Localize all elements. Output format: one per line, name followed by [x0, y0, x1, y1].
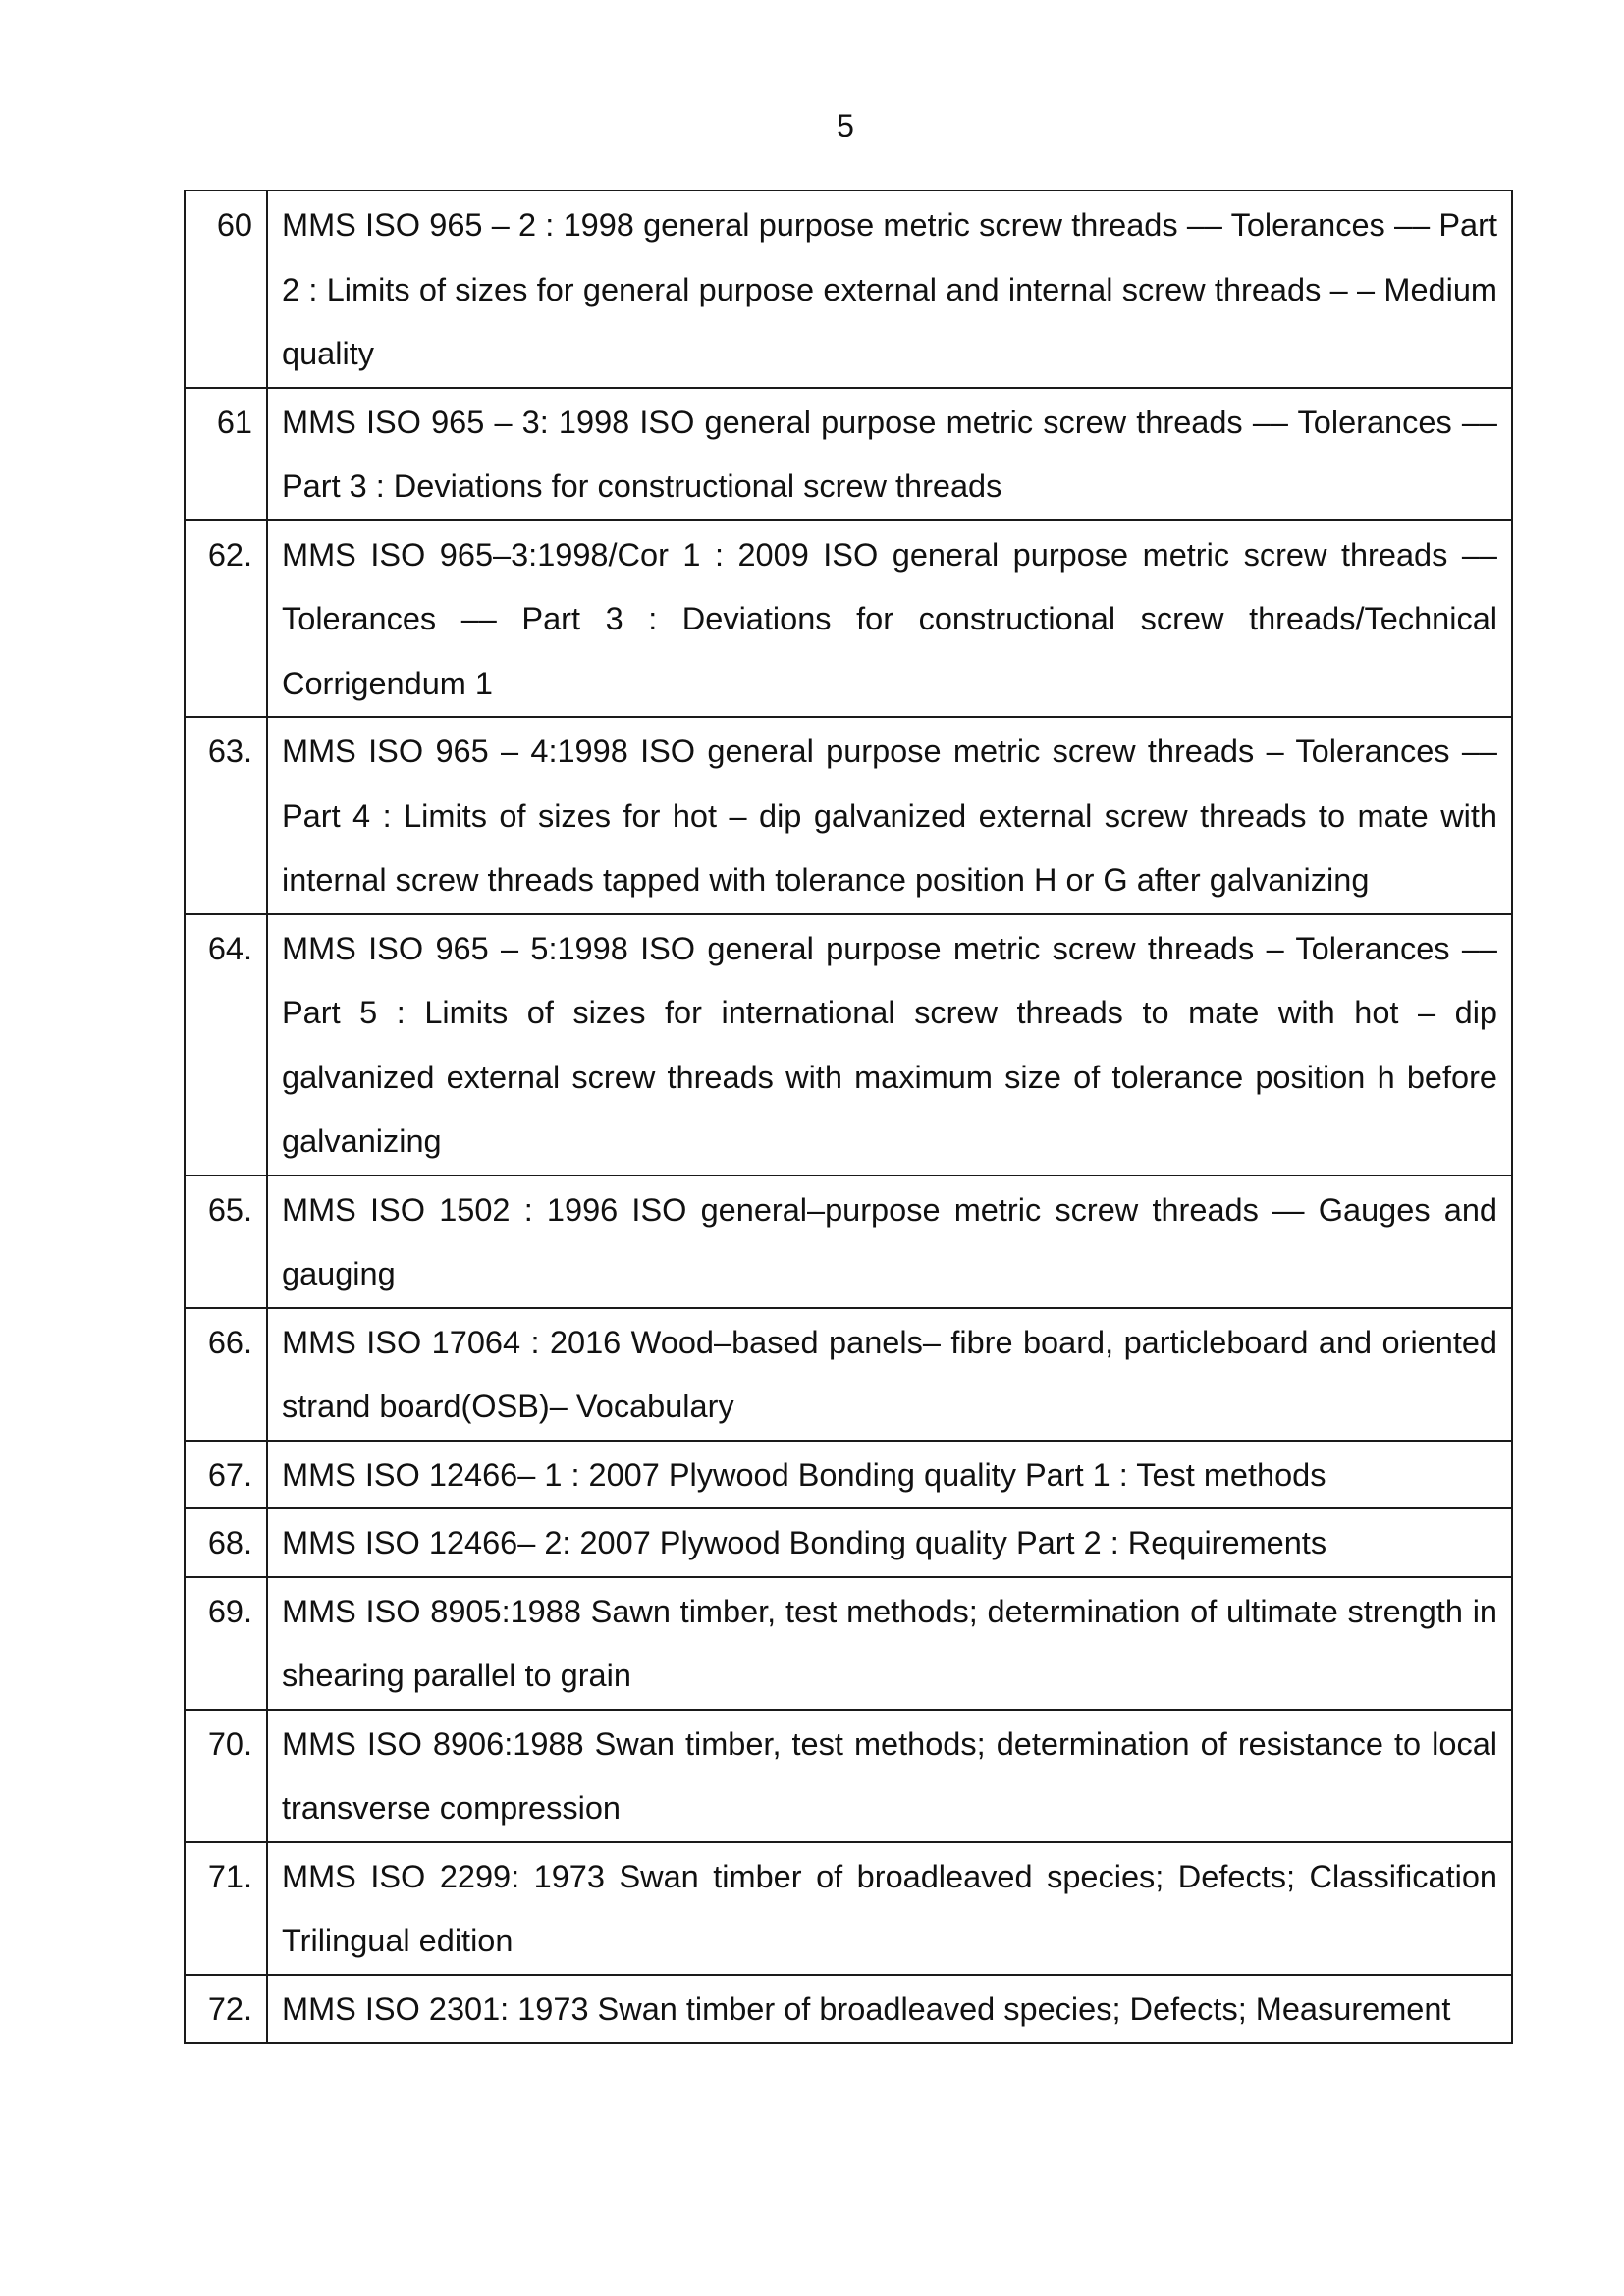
row-number: 60 [185, 191, 267, 388]
standard-description: MMS ISO 12466– 2: 2007 Plywood Bonding quality Part 2 : Requirements [267, 1508, 1512, 1577]
table-row [185, 1842, 1512, 1975]
row-number: 66. [185, 1308, 267, 1441]
standard-description: MMS ISO 8905:1988 Sawn timber, test methods; determination of ultimate strength in shearing parallel to grain [267, 1577, 1512, 1710]
row-number: 72. [185, 1975, 267, 2044]
standard-description: MMS ISO 965 – 3: 1998 ISO general purpose metric screw threads –– Tolerances –– Part 3 : Deviations for constructional screw threads [267, 388, 1512, 520]
row-number: 62. [185, 520, 267, 718]
table-row [185, 1577, 1512, 1710]
standard-description: MMS ISO 1502 : 1996 ISO general–purpose metric screw threads — Gauges and gauging [267, 1175, 1512, 1308]
standard-description: MMS ISO 965 – 5:1998 ISO general purpose metric screw threads – Tolerances –– Part 5 : Limits of sizes for international screw threads to mate with hot – dip galvanized external screw threads with maximum size of tolerance position h before galvanizing [267, 914, 1512, 1175]
standard-description: MMS ISO 2299: 1973 Swan timber of broadleaved species; Defects; Classification Trilingual edition [267, 1842, 1512, 1975]
row-number: 71. [185, 1842, 267, 1975]
row-number: 69. [185, 1577, 267, 1710]
standard-description: MMS ISO 965 – 2 : 1998 general purpose metric screw threads –– Tolerances –– Part 2 : Limits of sizes for general purpose external and internal screw threads – – Medium quality [267, 191, 1512, 388]
standards-table [184, 190, 1513, 2044]
table-row [185, 191, 1512, 388]
standard-description: MMS ISO 965 – 4:1998 ISO general purpose metric screw threads – Tolerances –– Part 4 : Limits of sizes for hot – dip galvanized external screw threads to mate with internal screw threads tapped with tolerance position H or G after galvanizing [267, 717, 1512, 914]
table-row [185, 388, 1512, 520]
row-number: 63. [185, 717, 267, 914]
table-row [185, 914, 1512, 1175]
row-number: 61 [185, 388, 267, 520]
row-number: 70. [185, 1710, 267, 1842]
row-number: 64. [185, 914, 267, 1175]
standard-description: MMS ISO 17064 : 2016 Wood–based panels– fibre board, particleboard and oriented strand board(OSB)– Vocabulary [267, 1308, 1512, 1441]
standard-description: MMS ISO 965–3:1998/Cor 1 : 2009 ISO general purpose metric screw threads –– Tolerances –– Part 3 : Deviations for constructional screw threads/Technical Corrigendum 1 [267, 520, 1512, 718]
standard-description: MMS ISO 8906:1988 Swan timber, test methods; determination of resistance to local transverse compression [267, 1710, 1512, 1842]
row-number: 65. [185, 1175, 267, 1308]
row-number: 68. [185, 1508, 267, 1577]
table-row [185, 1710, 1512, 1842]
table-row [185, 1175, 1512, 1308]
standard-description: MMS ISO 12466– 1 : 2007 Plywood Bonding quality Part 1 : Test methods [267, 1441, 1512, 1509]
table-row [185, 520, 1512, 718]
table-row [185, 717, 1512, 914]
table-row [185, 1508, 1512, 1577]
table-row [185, 1308, 1512, 1441]
table-row [185, 1975, 1512, 2044]
table-row [185, 1441, 1512, 1509]
row-number: 67. [185, 1441, 267, 1509]
standard-description: MMS ISO 2301: 1973 Swan timber of broadleaved species; Defects; Measurement [267, 1975, 1512, 2044]
page-number: 5 [837, 108, 854, 143]
